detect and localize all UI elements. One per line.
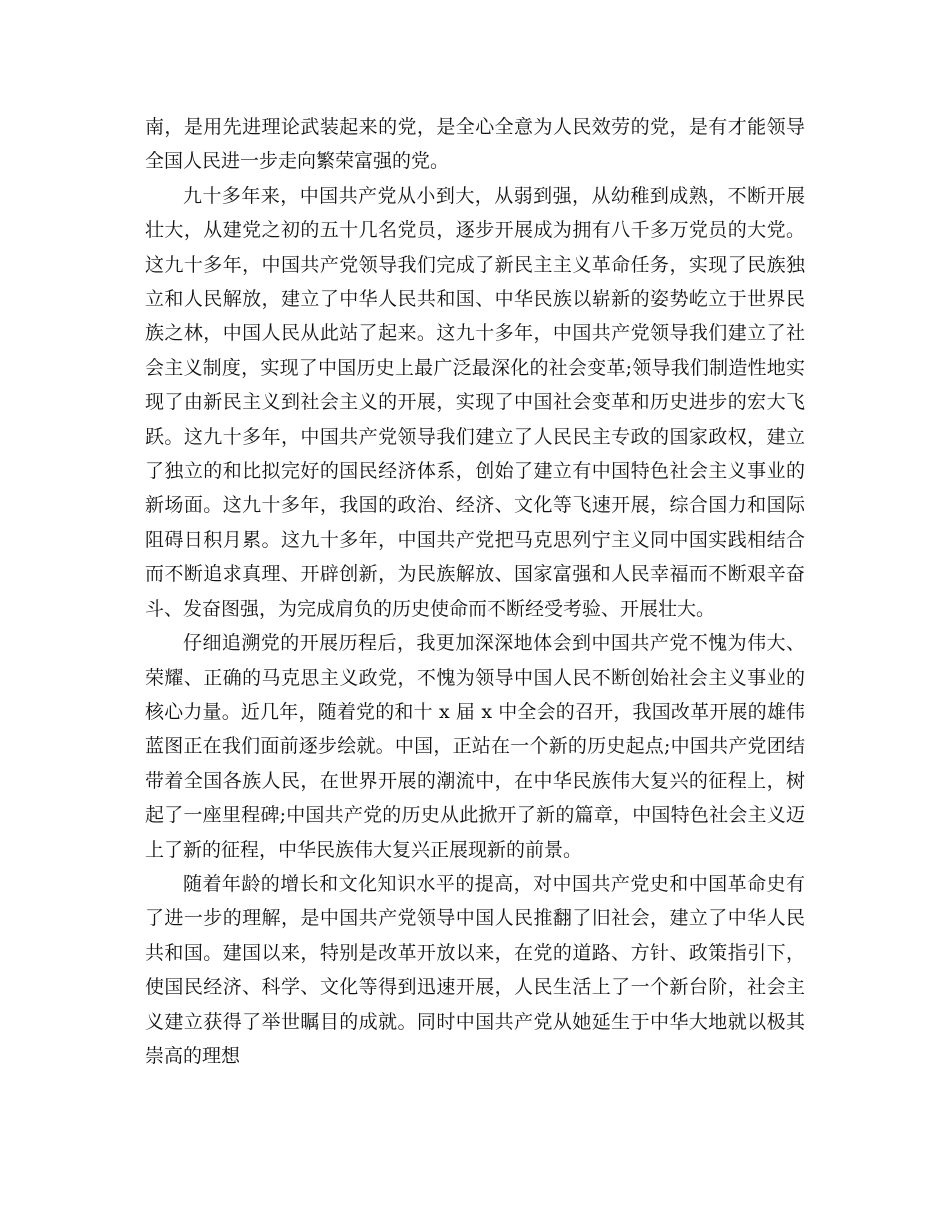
paragraph-1: 南，是用先进理论武装起来的党，是全心全意为人民效劳的党，是有才能领导全国人民进一步走向繁荣富强的党。 <box>145 116 805 173</box>
paragraph-2: 九十多年来，中国共产党从小到大，从弱到强，从幼稚到成熟，不断开展壮大，从建党之初的五十几名党员，逐步开展成为拥有八千多万党员的大党。这九十多年，中国共产党领导我们完成了新民主主义革命任务，实现了民族独立和人民解放，建立了中华人民共和国、中华民族以崭新的姿势屹立于世界民族之林，中国人民从此站了起来。这九十多年，中国共产党领导我们建立了社会主义制度，实现了中国历史上最广泛最深化的社会变革;领导我们制造性地实现了由新民主义到社会主义的开展，实现了中国社会变革和历史进步的宏大飞跃。这九十多年，中国共产党领导我们建立了人民民主专政的国家政权，建立了独立的和比拟完好的国民经济体系，创始了建立有中国特色社会主义事业的新场面。这九十多年，我国的政治、经济、文化等飞速开展，综合国力和国际阻碍日积月累。这九十多年，中国共产党把马克思列宁主义同中国实践相结合而不断追求真理、开辟创新，为民族解放、国家富强和人民幸福而不断艰辛奋斗、发奋图强，为完成肩负的历史使命而不断经受考验、开展壮大。 <box>145 184 805 620</box>
document-page <box>145 110 805 1073</box>
paragraph-4: 随着年龄的增长和文化知识水平的提高，对中国共产党史和中国革命史有了进一步的理解，是中国共产党领导中国人民推翻了旧社会，建立了中华人民共和国。建国以来，特别是改革开放以来，在党的道路、方针、政策指引下，使国民经济、科学、文化等得到迅速开展，人民生活上了一个新台阶，社会主义建立获得了举世瞩目的成就。同时中国共产党从她延生于中华大地就以极其崇高的理想 <box>145 872 805 1067</box>
paragraph-3: 仔细追溯党的开展历程后，我更加深深地体会到中国共产党不愧为伟大、荣耀、正确的马克思主义政党，不愧为领导中国人民不断创始社会主义事业的核心力量。近几年，随着党的和十 x 届 x 中全会的召开，我国改革开展的雄伟蓝图正在我们面前逐步绘就。中国，正站在一个新的历史起点;中国共产党团结带着全国各族人民，在世界开展的潮流中，在中华民族伟大复兴的征程上，树起了一座里程碑;中国共产党的历史从此掀开了新的篇章，中国特色社会主义迈上了新的征程，中华民族伟大复兴正展现新的前景。 <box>145 632 805 861</box>
